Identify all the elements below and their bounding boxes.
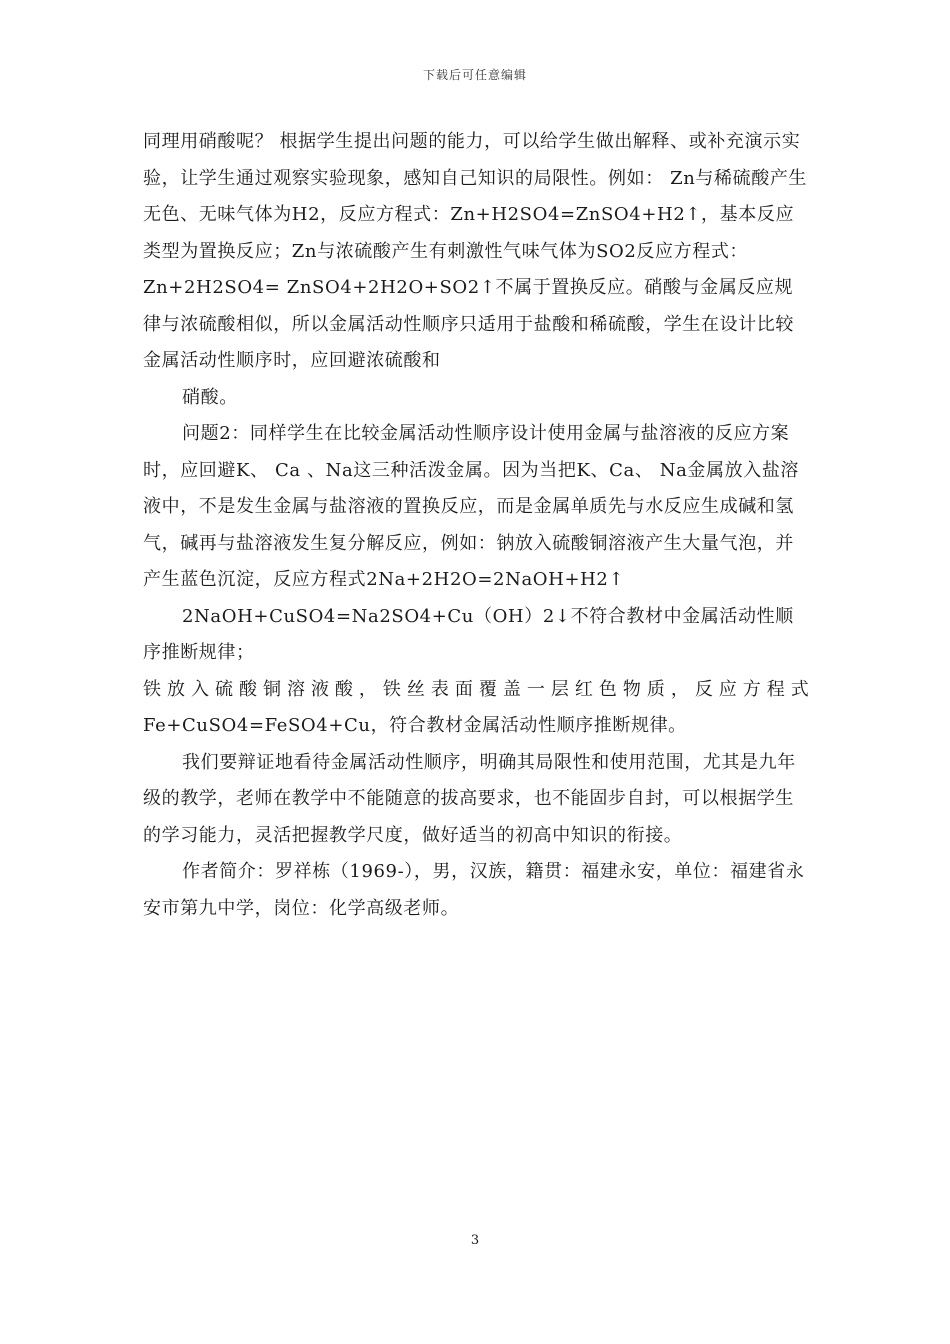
- page-header: 下载后可任意编辑: [422, 68, 527, 82]
- paragraph-author-bio: 作者简介：罗祥栋（1969-），男，汉族，籍贯：福建永安，单位：福建省永安市第九中学，岗位：化学高级老师。: [143, 861, 805, 919]
- paragraph-question-2: 问题2：同样学生在比较金属活动性顺序设计使用金属与盐溶液的反应方案时，应回避K、 Ca 、Na这三种活泼金属。因为当把K、Ca、 Na金属放入盐溶液中，不是发生金属与盐溶液的置换反应，而是金属单质先与水反应生成碱和氢气，碱再与盐溶液发生复分解反应，例如：钠放入硫酸铜溶液产生大量气泡，并产生蓝色沉淀，反应方程式2Na+2H2O=2NaOH+H2↑: [143, 423, 800, 590]
- paragraph-equation: 2NaOH+CuSO4=Na2SO4+Cu（OH）2↓不符合教材中金属活动性顺序推断规律；: [143, 605, 794, 663]
- paragraph-continued-tail: 硝酸。: [182, 386, 238, 408]
- paragraph-conclusion: 我们要辩证地看待金属活动性顺序，明确其局限性和使用范围，尤其是九年级的教学，老师在教学中不能随意的拔高要求，也不能固步自封，可以根据学生的学习能力，灵活把握教学尺度，做好适当的初高中知识的衔接。: [143, 751, 796, 846]
- page-number: 3: [470, 1233, 480, 1248]
- document-body: [143, 124, 810, 927]
- paragraph-iron-equation: Fe+CuSO4=FeSO4+Cu，符合教材金属活动性顺序推断规律。: [143, 715, 687, 736]
- paragraph-continued: 同理用硝酸呢？ 根据学生提出问题的能力，可以给学生做出解释、或补充演示实验，让学生通过观察实验现象，感知自己知识的局限性。例如： Zn与稀硫酸产生无色、无味气体为H2，反应方程式：Zn+H2SO4=ZnSO4+H2↑，基本反应类型为置换反应；Zn与浓硫酸产生有刺激性气味气体为SO2反应方程式：Zn+2H2SO4= ZnSO4+2H2O+SO2↑不属于置换反应。硝酸与金属反应规律与浓硫酸相似，所以金属活动性顺序只适用于盐酸和稀硫酸，学生在设计比较金属活动性顺序时，应回避浓硫酸和: [143, 131, 808, 371]
- paragraph-iron-reaction: 铁放入硫酸铜溶液酸，铁丝表面覆盖一层红色物质，反应方程式: [143, 678, 810, 700]
